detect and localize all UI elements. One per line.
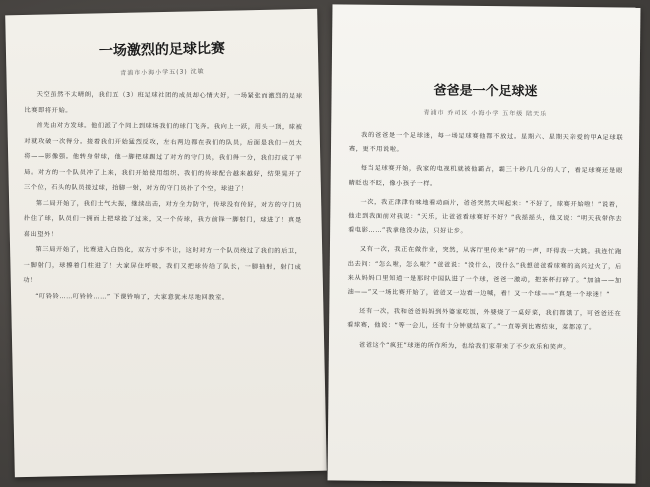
essay-paragraph: 爸爸这个“疯狂”球迷的所作所为，也给我们家带来了不少欢乐和笑声。 (358, 341, 571, 351)
essay-paragraph: 我的爸爸是一个足球迷，每一场足球赛他都不放过。星期六、星期天亲爱的甲A足球联赛，更不用说啦。 (348, 131, 624, 154)
essay-title-left: 一场激烈的足球比赛 (98, 40, 226, 60)
essay-body-right (347, 129, 623, 361)
essay-byline-left: 青浦市小海小学五(3) 沈敏 (120, 68, 205, 77)
sheet-right-content (328, 4, 641, 483)
essay-paragraph: 天空虽然不太晴朗，我们五（3）班足球社团的成员却心情大好，一场紧张而激烈的足球比赛即将开始。 (24, 91, 303, 114)
paper-sheet-left (5, 9, 327, 477)
essay-title-right: 爸爸是一个足球迷 (433, 83, 538, 100)
essay-paragraph: 第三局开始了，比赛进入白热化，双方寸步不让，这时对方一个队员绕过了我们的后卫，一脚射门，球擦着门柱进了！大家屏住呼吸，我们又把球传给了队长，一脚抽射，射门成功！ (23, 246, 302, 285)
essay-byline-right: 青浦市 乔司区 小海小学 五年级 陆天乐 (423, 109, 548, 118)
essay-paragraph: 又有一次，我正在做作业，突然，从客厅里传来“砰”的一声，吓得我一大跳。我连忙跑出去问：“怎么啦，怎么啦？”爸爸说：“没什么，没什么”我想爸爸看球赛的高兴过火了，后来从妈妈口里知道一是那时中国队进了一个球，爸爸一激动，把茶杯打碎了。“加油——加油——”又一场比赛开始了，爸爸又一边看一边喊，看！又一个球——“真是一个球迷！” (347, 246, 622, 299)
essay-paragraph: “叮铃铃……叮铃铃……” 下课铃响了，大家意犹未尽地回教室。 (35, 292, 229, 301)
essay-paragraph: 第二局开始了，我们士气大振，继续出击，对方全力防守，传球没有传好，对方的守门员扑住了球，队员们一拥而上把球抢了过来，又一个传球，我方前锋一脚射门，球进了！真是喜出望外！ (23, 199, 302, 238)
essay-body-left (23, 87, 303, 306)
essay-paragraph: 首先由对方发球。他们派了个同上到球场我们的球门飞奔。我向上一跃，用头一顶，球被对就攻破一次得分。接着我们开始猛烈反攻，左右两边都在我们的队员，后面是我们一员大将——影像强。他转身带球，他一脚把球踢过了对方的守门员，我们得一分，我们打成了平局。对方的一个队员冲了上来，我们开始使用组织、我们的传球配合越来越好，结果晃开了三个位，石头的队员接过球，抬脚一射，对方的守门员扑了个空，球进了！ (23, 122, 303, 193)
essay-paragraph: 还有一次，我和爸爸妈妈到外婆家吃饭，外婆烧了一桌好菜，我们都饿了，可爸爸还在看球赛，他说：“等一会儿，还有十分钟就结束了。”一直等到比赛结束，菜都凉了。 (347, 307, 622, 332)
paper-sheet-right (328, 4, 641, 483)
sheet-left-content (5, 9, 327, 477)
essay-paragraph: 每当足球赛开始，我家的电视机就被他霸占，霸三十秒几几分的人了，看足球赛还是眼睛眨也不眨，像小孩子一样。 (348, 165, 623, 188)
essay-paragraph: 一次，我正津津有味地看动画片，爸爸突然大叫起来：“不好了，球赛开始啦！”说着，他走到我面前对我说：“天乐，让爸爸看球赛好不好？”我摇摇头，他又说：“明天我带你去看电影……”我拿他没办法，只好让步。 (348, 198, 623, 236)
